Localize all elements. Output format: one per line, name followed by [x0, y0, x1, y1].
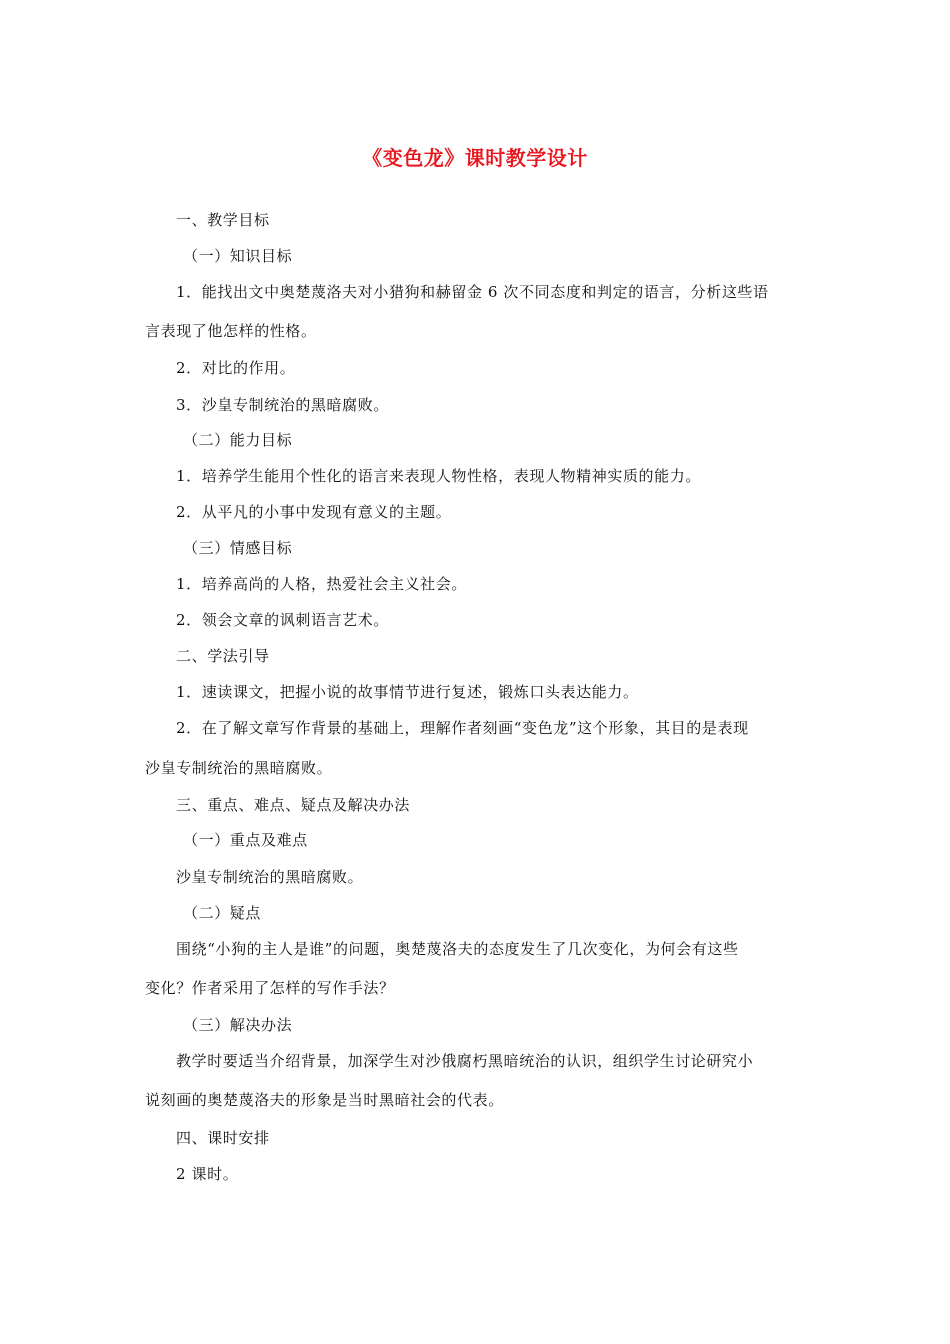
- subheading-ability-goals: （二）能力目标: [183, 431, 293, 449]
- subheading-key-and-difficult: （一）重点及难点: [183, 831, 308, 849]
- paragraph-line: 教学时要适当介绍背景，加深学生对沙俄腐朽黑暗统治的认识，组织学生讨论研究小: [176, 1052, 754, 1070]
- paragraph-line: 1．培养学生能用个性化的语言来表现人物性格，表现人物精神实质的能力。: [176, 467, 701, 485]
- subheading-solutions: （三）解决办法: [183, 1016, 293, 1034]
- section-heading-schedule: 四、课时安排: [176, 1129, 270, 1147]
- paragraph-line: 2．在了解文章写作背景的基础上，理解作者刻画“变色龙”这个形象，其目的是表现: [176, 719, 749, 737]
- paragraph-line: 2．从平凡的小事中发现有意义的主题。: [176, 503, 452, 521]
- paragraph-line: 围绕“小狗的主人是谁”的问题，奥楚蔑洛夫的态度发生了几次变化，为何会有这些: [176, 940, 739, 958]
- paragraph-line: 言表现了他怎样的性格。: [145, 322, 317, 340]
- paragraph-line: 变化？作者采用了怎样的写作手法？: [145, 979, 395, 997]
- paragraph-line: 2．领会文章的讽刺语言艺术。: [176, 611, 389, 629]
- subheading-questions: （二）疑点: [183, 904, 262, 922]
- document-title: 《变色龙》课时教学设计: [362, 146, 588, 170]
- paragraph-line: 2 课时。: [176, 1165, 239, 1183]
- section-heading-study-guide: 二、学法引导: [176, 647, 270, 665]
- paragraph-line: 2．对比的作用。: [176, 359, 296, 377]
- paragraph-line: 说刻画的奥楚蔑洛夫的形象是当时黑暗社会的代表。: [145, 1091, 504, 1109]
- paragraph-line: 1．速读课文，把握小说的故事情节进行复述，锻炼口头表达能力。: [176, 683, 639, 701]
- subheading-knowledge-goals: （一）知识目标: [183, 247, 293, 265]
- paragraph-line: 1．能找出文中奥楚蔑洛夫对小猎狗和赫留金 6 次不同态度和判定的语言，分析这些语: [176, 283, 769, 301]
- subheading-emotional-goals: （三）情感目标: [183, 539, 293, 557]
- section-heading-key-points: 三、重点、难点、疑点及解决办法: [176, 796, 411, 814]
- paragraph-line: 3．沙皇专制统治的黑暗腐败。: [176, 396, 389, 414]
- paragraph-line: 沙皇专制统治的黑暗腐败。: [176, 868, 364, 886]
- section-heading-objectives: 一、教学目标: [176, 211, 270, 229]
- paragraph-line: 沙皇专制统治的黑暗腐败。: [145, 759, 333, 777]
- paragraph-line: 1．培养高尚的人格，热爱社会主义社会。: [176, 575, 467, 593]
